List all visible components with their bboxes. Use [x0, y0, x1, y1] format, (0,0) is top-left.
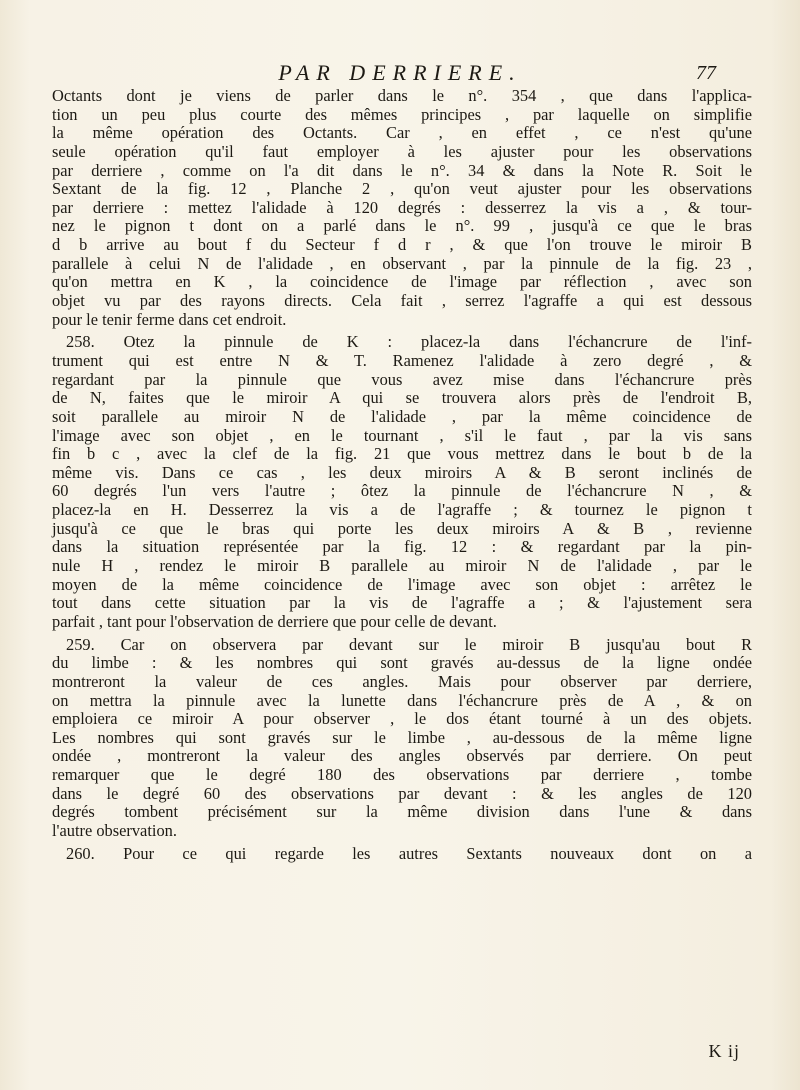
text-line: d b arrive au bout f du Secteur f d r , & que l'on trouve le miroir B [52, 235, 752, 255]
text-line: tout dans cette situation par la vis de l'agraffe a ; & l'ajustement sera [52, 593, 752, 613]
text-line: nule H , rendez le miroir B parallele au miroir N de l'alidade , par le [52, 556, 752, 576]
body-text [52, 87, 752, 863]
text-line: qu'on mettra en K , la coincidence de l'image par réflection , avec son [52, 272, 752, 292]
text-line: soit parallele au miroir N de l'alidade , par la même coincidence de [52, 406, 752, 426]
text-line: 60 degrés l'un vers l'autre ; ôtez la pinnule de l'échancrure N , & [52, 481, 752, 501]
text-line: de N, faites que le miroir A qui se trouvera alors près de l'endroit B, [52, 388, 752, 408]
text-line: l'autre observation. [52, 820, 177, 840]
text-line: dans la situation représentée par la fig. 12 : & regardant par la pin- [52, 537, 752, 557]
text-line: même vis. Dans ce cas , les deux miroirs A & B seront inclinés de [52, 462, 752, 482]
text-line: la même opération des Octants. Car , en effet , ce n'est qu'une [52, 123, 752, 143]
text-line: objet vu par des rayons directs. Cela fait , serrez l'agraffe a qui est dessous [52, 291, 752, 311]
text-line: 259. Car on observera par devant sur le miroir B jusqu'au bout R [66, 634, 752, 654]
text-line: par derriere , comme on l'a dit dans le n°. 34 & dans la Note R. Soit le [52, 160, 752, 180]
text-line: on mettra la pinnule avec la lunette dans l'échancrure près de A , & on [52, 690, 752, 710]
text-line: moyen de la même coincidence de l'image avec son objet : arrêtez le [52, 574, 752, 594]
text-line: Sextant de la fig. 12 , Planche 2 , qu'on veut ajuster pour les observations [52, 179, 752, 199]
running-head: PAR DERRIERE. [278, 60, 522, 85]
text-line: par derriere : mettez l'alidade à 120 degrés : desserrez la vis a , & tour- [52, 197, 752, 217]
text-line: montreront la valeur de ces angles. Mais pour observer par derriere, [52, 671, 752, 691]
text-line: parallele à celui N de l'alidade , en observant , par la pinnule de la fig. 23 , [52, 253, 752, 273]
text-line: nez le pignon t dont on a parlé dans le n°. 99 , jusqu'à ce que le bras [52, 216, 752, 236]
signature-mark: K ij [708, 1041, 740, 1061]
text-line: seule opération qu'il faut employer à les ajuster pour les observations [52, 141, 752, 161]
text-line: trument qui est entre N & T. Ramenez l'alidade à zero degré , & [52, 350, 752, 370]
text-line: placez-la en H. Desserrez la vis a de l'agraffe ; & tournez le pignon t [52, 500, 752, 520]
text-line: jusqu'à ce que le bras qui porte les deux miroirs A & B , revienne [52, 518, 752, 538]
page-number: 77 [696, 62, 716, 84]
text-line: parfait , tant pour l'observation de derriere que pour celle de devant. [52, 611, 497, 631]
text-line: dans le degré 60 des observations par devant : & les angles de 120 [52, 783, 752, 803]
text-line: 260. Pour ce qui regarde les autres Sextants nouveaux dont on a [66, 843, 752, 863]
text-line: Les nombres qui sont gravés sur le limbe , au-dessous de la même ligne [52, 727, 752, 747]
text-line: 258. Otez la pinnule de K : placez-la dans l'échancrure de l'inf- [66, 332, 752, 352]
text-line: Octants dont je viens de parler dans le n°. 354 , que dans l'applica- [52, 86, 752, 105]
text-line: l'image avec son objet , en le tournant , s'il le faut , par la vis sans [52, 425, 752, 445]
text-line: regardant par la pinnule que vous avez mise dans l'échancrure près [52, 369, 752, 389]
text-line: remarquer que le degré 180 des observations par derriere , tombe [52, 765, 752, 785]
text-line: pour le tenir ferme dans cet endroit. [52, 309, 287, 329]
text-line: fin b c , avec la clef de la fig. 21 que vous mettrez dans le bout b de la [52, 444, 752, 464]
text-line: ondée , montreront la valeur des angles observés par derriere. On peut [52, 746, 752, 766]
text-line: du limbe : & les nombres qui sont gravés au-dessus de la ligne ondée [52, 653, 752, 673]
text-line: emploiera ce miroir A pour observer , le dos étant tourné à un des objets. [52, 709, 752, 729]
text-line: degrés tombent précisément sur la même division dans l'une & dans [52, 802, 752, 822]
text-line: tion un peu plus courte des mêmes principes , par laquelle on simplifie [52, 104, 752, 124]
